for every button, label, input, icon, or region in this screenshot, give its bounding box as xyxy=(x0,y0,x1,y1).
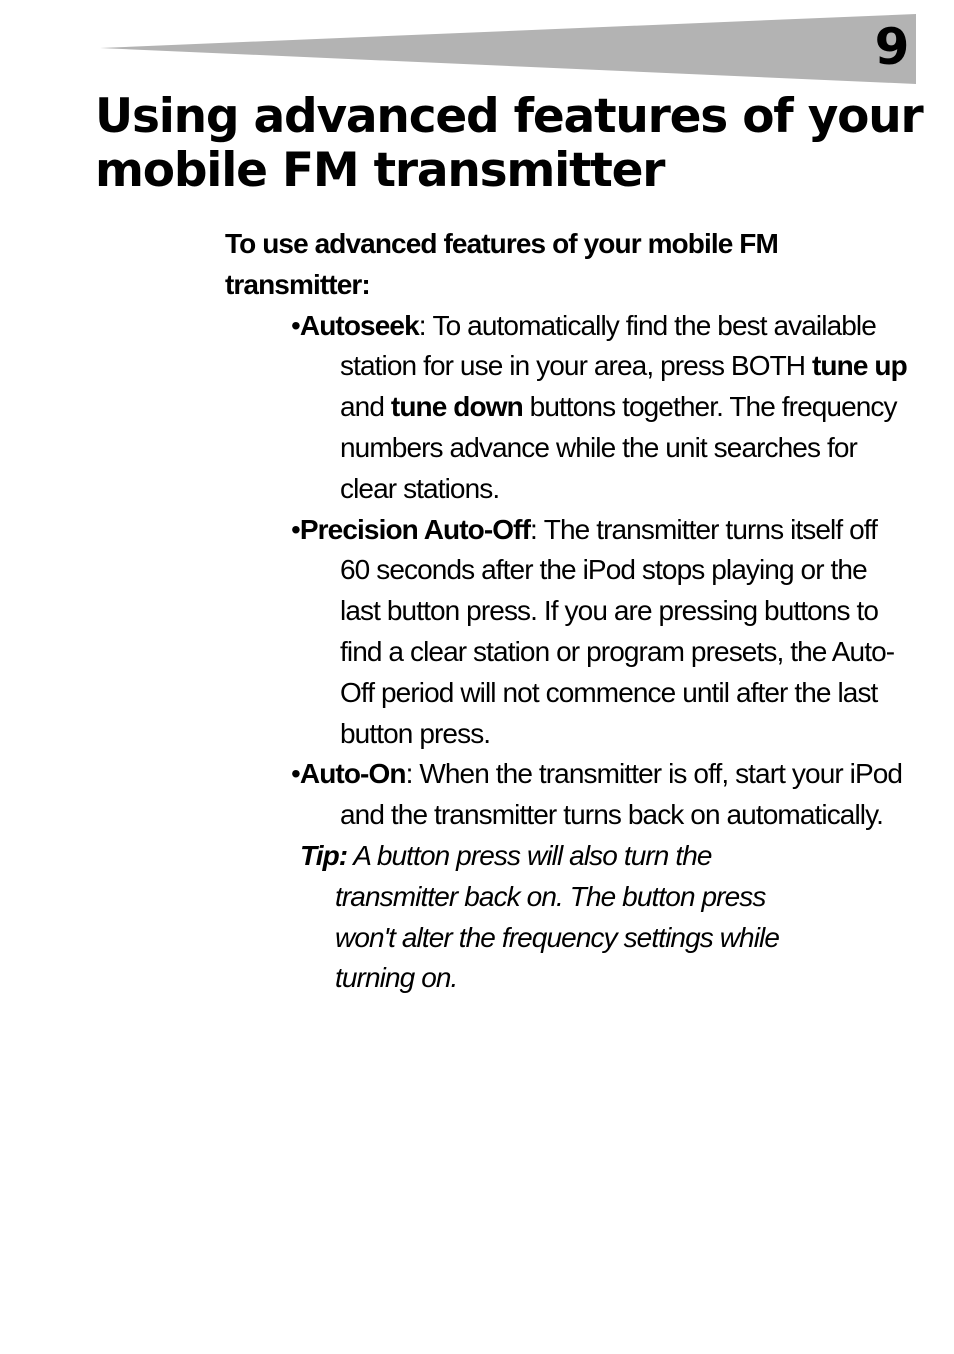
instructions-section xyxy=(225,224,925,999)
feature-item-precision-auto-off xyxy=(225,510,908,755)
button-name-tune-up: tune up xyxy=(811,350,907,382)
page-number: 9 xyxy=(874,18,910,76)
tip-text: A button press will also turn the transmitter back on. The button press won't alter the frequency settings while turning on. xyxy=(335,839,780,994)
feature-description: To automatically find the best available station for use in your area, press BOTH xyxy=(340,309,876,382)
tip-label: Tip: xyxy=(300,839,348,871)
header-band xyxy=(0,0,954,100)
feature-description: The transmitter turns itself off 60 seconds after the iPod stops playing or the last button press. If you are pressing buttons to find a clear station or program presets, the Auto-Off period will not commence until after the last button press. xyxy=(340,513,895,749)
feature-term: •Autoseek: xyxy=(291,309,433,341)
feature-item-autoseek xyxy=(225,306,908,510)
page-title: Using advanced features of your mobile FM transmitter xyxy=(95,89,923,198)
feature-description: When the transmitter is off, start your iPod and the transmitter turns back on automatically. xyxy=(340,758,903,831)
feature-description: and xyxy=(340,391,391,423)
instructions-intro: To use advanced features of your mobile FM transmitter: xyxy=(225,228,778,300)
feature-item-auto-on xyxy=(225,754,908,836)
feature-term: •Auto-On: xyxy=(291,758,420,790)
tip-note xyxy=(225,836,805,999)
button-name-tune-down: tune down xyxy=(390,391,523,423)
header-wedge xyxy=(0,0,954,100)
feature-term: •Precision Auto-Off: xyxy=(291,513,544,545)
feature-description: buttons together. The frequency numbers advance while the unit searches for clear stations. xyxy=(340,391,897,504)
